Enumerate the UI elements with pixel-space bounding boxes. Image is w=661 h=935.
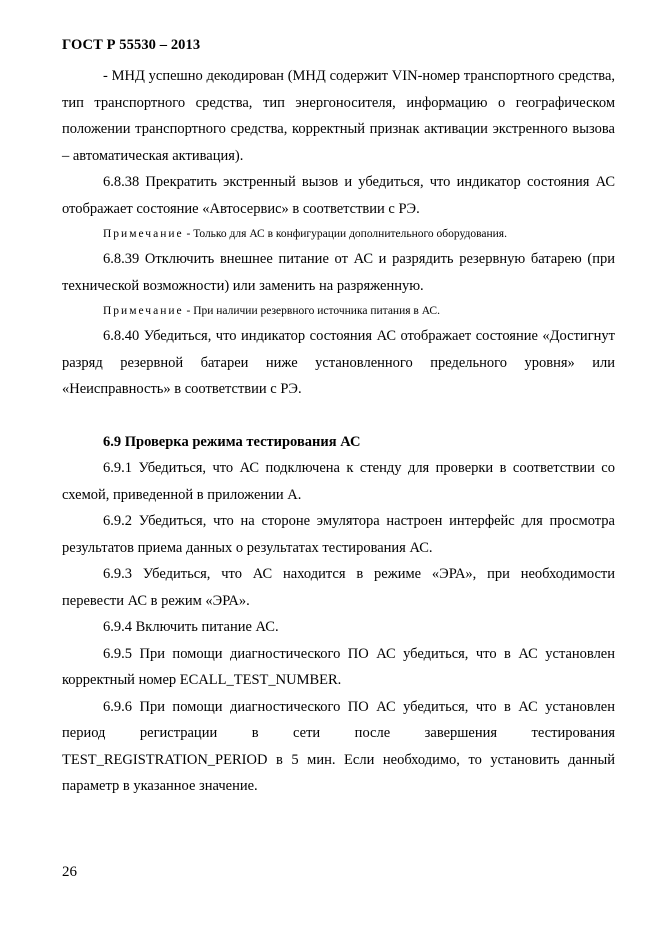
paragraph-6-9-2: 6.9.2 Убедиться, что на стороне эмулятора настроен интерфейс для просмотра результатов приема данных о результатах тестирования АС. <box>62 513 615 556</box>
section-heading-6-9: 6.9 Проверка режима тестирования АС <box>103 433 361 450</box>
paragraph-6-9-6: 6.9.6 При помощи диагностического ПО АС убедиться, что в АС установлен период регистрации в сети после завершения тестирования TEST_REGISTRATION_PERIOD в 5 мин. Если необходимо, то установить данный параметр в указанное значение. <box>62 698 615 794</box>
note-text: - При наличии резервного источника питания в АС. <box>183 305 440 317</box>
paragraph-6-8-40: 6.8.40 Убедиться, что индикатор состояния АС отображает состояние «Достигнут разряд резервной батареи ниже установленного предельного уровня» или «Неисправность» в соответствии с РЭ. <box>62 328 615 397</box>
note-text: - Только для АС в конфигурации дополнительного оборудования. <box>183 228 507 240</box>
paragraph-6-9-5: 6.9.5 При помощи диагностического ПО АС убедиться, что в АС установлен корректный номер ECALL_TEST_NUMBER. <box>62 645 615 688</box>
paragraph-6-9-1: 6.9.1 Убедиться, что АС подключена к стенду для проверки в соответствии со схемой, приведенной в приложении А. <box>62 460 615 503</box>
paragraph-6-9-4: 6.9.4 Включить питание АС. <box>103 619 279 635</box>
paragraph-6-8-38: 6.8.38 Прекратить экстренный вызов и убедиться, что индикатор состояния АС отображает состояние «Автосервис» в соответствии с РЭ. <box>62 174 615 217</box>
note-label: Примечание <box>103 305 184 317</box>
document-body <box>62 63 615 800</box>
paragraph-6-9-3: 6.9.3 Убедиться, что АС находится в режиме «ЭРА», при необходимости перевести АС в режим «ЭРА». <box>62 566 615 609</box>
page-number: 26 <box>62 864 77 880</box>
document-header: ГОСТ Р 55530 – 2013 <box>62 37 201 53</box>
paragraph-6-8-39: 6.8.39 Отключить внешнее питание от АС и разрядить резервную батарею (при технической возможности) или заменить на разряженную. <box>62 251 615 294</box>
note-configuration <box>62 222 615 246</box>
note-label: Примечание <box>103 228 184 240</box>
note-backup-power <box>62 299 615 323</box>
paragraph-mnd-decoded: - МНД успешно декодирован (МНД содержит VIN-номер транспортного средства, тип транспортного средства, тип энергоносителя, информацию о географическом положении транспортного средства, корректный признак активации экстренного вызова – автоматическая активация). <box>62 68 615 164</box>
